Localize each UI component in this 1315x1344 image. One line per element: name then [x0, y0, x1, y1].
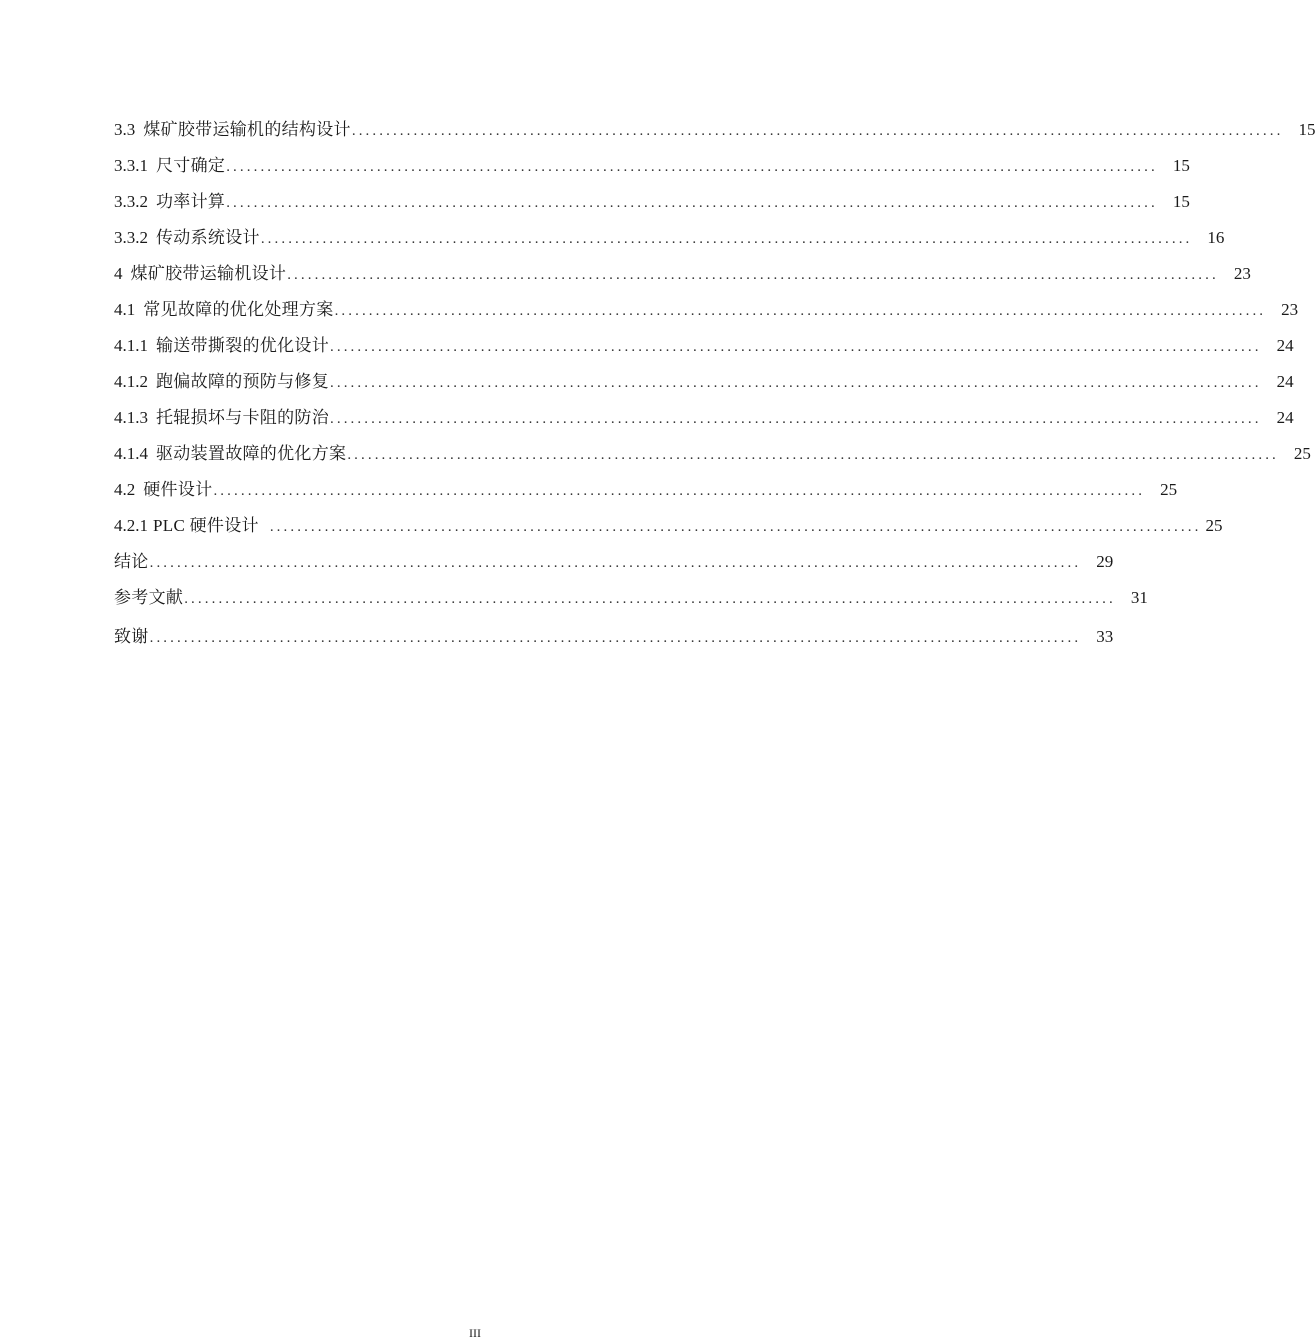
toc-entry-page: 31 [1130, 588, 1148, 607]
toc-entry-title: 结论 [114, 552, 149, 571]
dot-leader: ........................................................................................................................................ [260, 231, 1193, 247]
toc-entry[interactable] [114, 580, 1148, 616]
toc-entry-page: 24 [1276, 336, 1294, 355]
toc-entry[interactable] [114, 220, 1225, 256]
toc-entry-title: PLC 硬件设计 [153, 516, 259, 535]
toc-entry[interactable] [114, 400, 1294, 436]
toc-entry[interactable] [114, 112, 1315, 148]
table-of-contents [114, 112, 1315, 655]
toc-entry-title: 托辊损坏与卡阻的防治 [156, 408, 329, 427]
toc-entry[interactable] [114, 328, 1294, 364]
toc-entry[interactable] [114, 364, 1294, 400]
toc-entry[interactable] [114, 619, 1114, 655]
toc-entry-page: 23 [1233, 264, 1251, 283]
dot-leader: ........................................................................................................................................ [330, 411, 1262, 427]
toc-entry-number: 3.3.1 [114, 156, 148, 175]
toc-entry[interactable] [114, 184, 1190, 220]
toc-entry-title: 传动系统设计 [156, 228, 260, 247]
toc-entry-title: 致谢 [114, 627, 149, 646]
dot-leader: ........................................................................................................................................ [213, 483, 1146, 499]
toc-entry-page: 24 [1276, 408, 1294, 427]
toc-entry-title: 驱动装置故障的优化方案 [156, 444, 347, 463]
dot-leader: ........................................................................................................................................ [330, 339, 1262, 355]
toc-entry-page: 25 [1160, 480, 1178, 499]
toc-entry-number: 4.1.1 [114, 336, 148, 355]
toc-entry-title: 常见故障的优化处理方案 [143, 300, 334, 319]
page-number: III [469, 1326, 481, 1340]
toc-entry[interactable] [114, 148, 1190, 184]
dot-leader: ........................................................................................................................................ [351, 123, 1284, 139]
toc-entry-page: 16 [1207, 228, 1225, 247]
dot-leader: ........................................................................................................................................ [287, 267, 1219, 283]
dot-leader: ........................................................................................................................................ [269, 519, 1202, 535]
dot-leader: ........................................................................................................................................ [226, 159, 1158, 175]
toc-entry[interactable] [114, 292, 1299, 328]
toc-entry-number: 4 [114, 264, 123, 283]
toc-entry-title: 煤矿胶带运输机设计 [130, 264, 287, 283]
toc-entry-page: 25 [1205, 516, 1223, 535]
toc-entry[interactable] [114, 436, 1311, 472]
toc-entry-title: 跑偏故障的预防与修复 [156, 372, 329, 391]
toc-entry[interactable] [114, 544, 1114, 580]
toc-entry-page: 25 [1293, 444, 1311, 463]
toc-entry-number: 4.1.3 [114, 408, 148, 427]
toc-entry-title: 功率计算 [156, 192, 226, 211]
dot-leader: ........................................................................................................................................ [149, 630, 1082, 646]
toc-entry-page: 23 [1281, 300, 1299, 319]
toc-entry-title: 煤矿胶带运输机的结构设计 [143, 120, 351, 139]
toc-entry-number: 4.2 [114, 480, 136, 499]
toc-entry-number: 4.1.4 [114, 444, 148, 463]
dot-leader: ........................................................................................................................................ [226, 195, 1158, 211]
dot-leader: ........................................................................................................................................ [347, 447, 1279, 463]
toc-entry-page: 15 [1298, 120, 1315, 139]
dot-leader: ........................................................................................................................................ [334, 303, 1267, 319]
toc-entry-title: 尺寸确定 [156, 156, 226, 175]
dot-leader: ........................................................................................................................................ [330, 375, 1262, 391]
toc-entry-number: 3.3.2 [114, 192, 148, 211]
toc-entry-title: 参考文献 [114, 588, 184, 607]
toc-entry-number: 3.3 [114, 120, 136, 139]
toc-entry-number: 4.2.1 [114, 516, 148, 535]
toc-entry-number: 4.1 [114, 300, 136, 319]
toc-entry-page: 29 [1096, 552, 1114, 571]
toc-entry-title: 输送带撕裂的优化设计 [156, 336, 329, 355]
toc-entry[interactable] [114, 256, 1251, 292]
toc-entry[interactable] [114, 508, 1223, 544]
toc-entry-page: 33 [1096, 627, 1114, 646]
toc-entry-page: 15 [1172, 156, 1190, 175]
toc-entry-title: 硬件设计 [143, 480, 213, 499]
toc-entry-page: 24 [1276, 372, 1294, 391]
toc-entry-number: 3.3.2 [114, 228, 148, 247]
toc-entry-page: 15 [1172, 192, 1190, 211]
toc-entry-number: 4.1.2 [114, 372, 148, 391]
toc-entry[interactable] [114, 472, 1178, 508]
dot-leader: ........................................................................................................................................ [149, 555, 1082, 571]
dot-leader: ........................................................................................................................................ [184, 591, 1116, 607]
